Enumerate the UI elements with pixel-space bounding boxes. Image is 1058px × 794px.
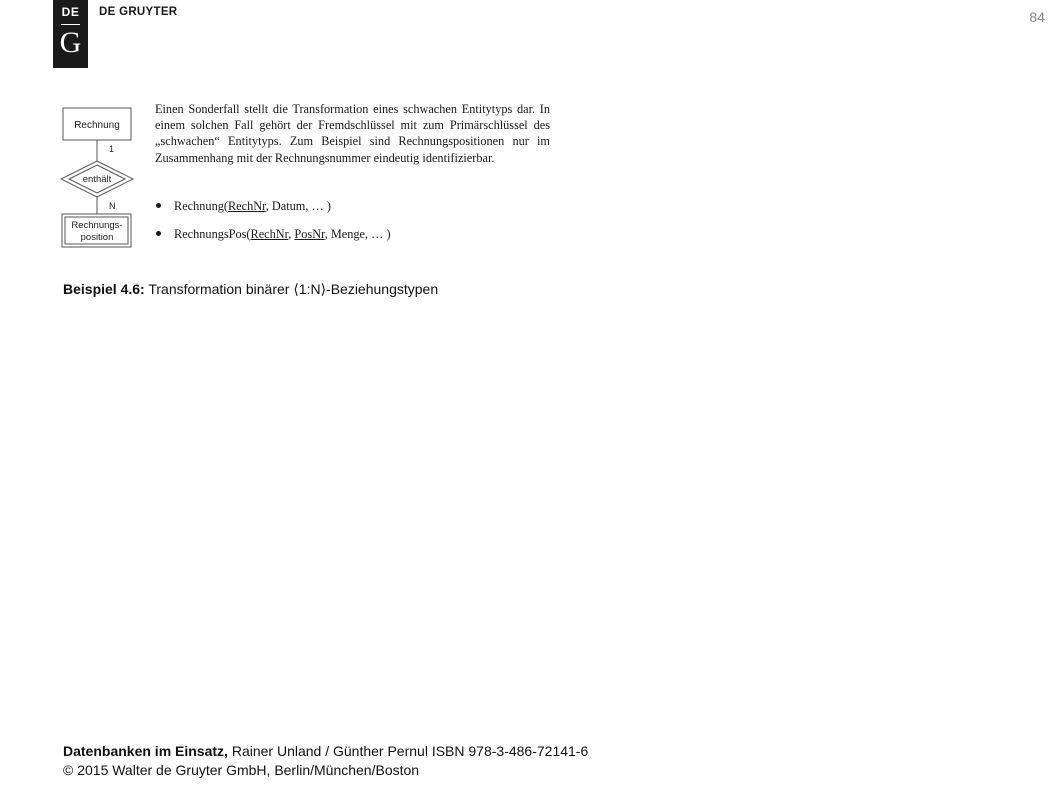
schema-rest: , Datum, … ) [265, 199, 331, 213]
list-item [156, 198, 551, 214]
publisher-logo [53, 0, 88, 68]
logo-divider [61, 24, 80, 25]
figure-caption [63, 281, 438, 298]
primary-key: RechNr [250, 227, 289, 241]
relationship-label: enthält [82, 174, 112, 185]
list-item [156, 226, 551, 242]
figure-example [60, 100, 550, 255]
cardinality-n: N [109, 201, 116, 211]
caption-label: Beispiel 4.6: [63, 281, 145, 297]
schema-prefix: Rechnung( [174, 199, 228, 213]
footer-copyright: © 2015 Walter de Gruyter GmbH, Berlin/München/Boston [63, 762, 420, 778]
primary-key: PosNr [294, 227, 325, 241]
caption-text: Transformation binärer ⟨1:N⟩-Beziehungstypen [144, 281, 439, 297]
book-title: Datenbanken im Einsatz, [63, 743, 228, 759]
cardinality-one: 1 [109, 144, 115, 154]
er-diagram [60, 100, 140, 255]
primary-key: RechNr [227, 199, 266, 213]
relation-schema-list [156, 198, 551, 242]
entity-rechnung-label: Rechnung [74, 120, 120, 131]
bullet-icon [156, 231, 161, 236]
schema-rest: , Menge, … ) [324, 227, 391, 241]
weak-entity-label-line1: Rechnungs- [71, 220, 123, 231]
page-footer [63, 742, 588, 780]
logo-g-letter: G [59, 26, 82, 59]
schema-separator: , [288, 227, 295, 241]
logo-de-text: DE [61, 5, 80, 19]
publisher-name: DE GRUYTER [99, 6, 178, 18]
book-authors-isbn: Rainer Unland / Günther Pernul ISBN 978-3-486-72141-6 [227, 743, 589, 759]
footer-citation [63, 742, 588, 761]
page-number: 84 [1029, 9, 1045, 25]
figure-paragraph: Einen Sonderfall stellt die Transformation eines schwachen Entitytyps dar. In einem solchen Fall gehört der Fremdschlüssel mit zum Primärschlüssel des „schwachen“ Entitytyps. Zum Beispiel sind Rechnungspositionen nur im Zusammenhang mit der Rechnungsnummer eindeutig identifizierbar. [155, 102, 550, 165]
schema-prefix: RechnungsPos( [174, 227, 251, 241]
weak-entity-label-line2: position [80, 232, 114, 243]
bullet-icon [156, 203, 161, 208]
